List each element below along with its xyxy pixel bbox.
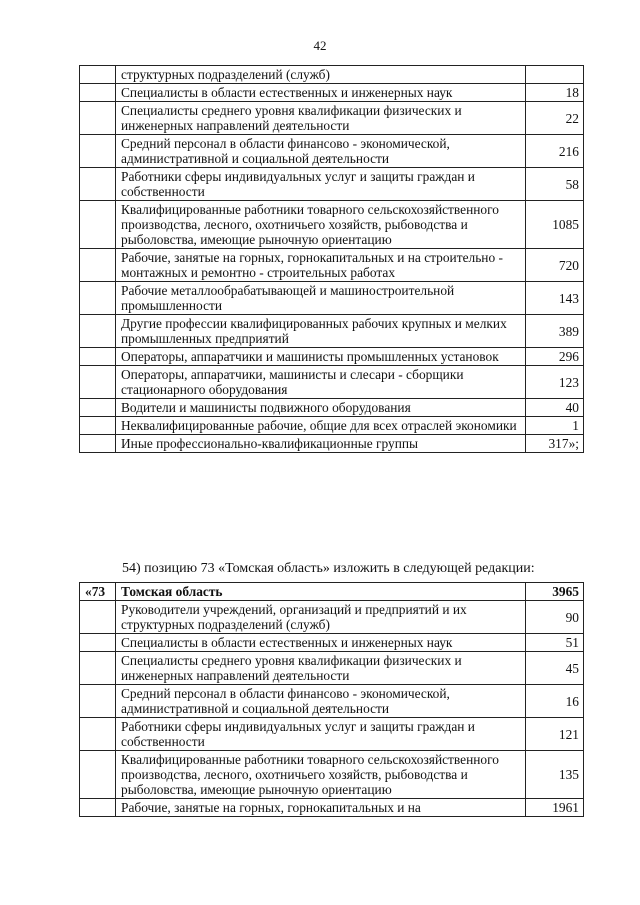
occupation-group: Операторы, аппаратчики, машинисты и слесари - сборщики стационарного оборудования: [116, 366, 526, 399]
table-row: [80, 366, 584, 399]
quota-value: 1085: [526, 201, 584, 249]
quota-value: 317»;: [526, 435, 584, 453]
table-row: [80, 799, 584, 817]
occupation-group: Средний персонал в области финансово - экономической, административной и социальной деятельности: [116, 685, 526, 718]
table-row: [80, 282, 584, 315]
quota-value: 40: [526, 399, 584, 417]
occupation-group: Иные профессионально-квалификационные группы: [116, 435, 526, 453]
occupation-group: Неквалифицированные рабочие, общие для всех отраслей экономики: [116, 417, 526, 435]
row-number: [80, 282, 116, 315]
table-row: [80, 652, 584, 685]
occupation-group: Средний персонал в области финансово - экономической, административной и социальной деятельности: [116, 135, 526, 168]
quota-value: 16: [526, 685, 584, 718]
row-number: [80, 201, 116, 249]
quota-value: 58: [526, 168, 584, 201]
occupation-table-continued: [79, 65, 584, 453]
row-number: [80, 435, 116, 453]
quota-value: [526, 66, 584, 84]
quota-value: 143: [526, 282, 584, 315]
row-number: [80, 634, 116, 652]
quota-value: 90: [526, 601, 584, 634]
quota-value: 1: [526, 417, 584, 435]
occupation-group: Рабочие, занятые на горных, горнокапитальных и на: [116, 799, 526, 817]
occupation-group: Рабочие, занятые на горных, горнокапитальных и на строительно - монтажных и ремонтно - строительных работах: [116, 249, 526, 282]
row-number: [80, 66, 116, 84]
table-row: [80, 135, 584, 168]
row-number: [80, 84, 116, 102]
table-row: [80, 249, 584, 282]
row-number: [80, 315, 116, 348]
row-number: [80, 799, 116, 817]
quota-value: 1961: [526, 799, 584, 817]
occupation-group: Операторы, аппаратчики и машинисты промышленных установок: [116, 348, 526, 366]
quota-value: 45: [526, 652, 584, 685]
table-row: [80, 84, 584, 102]
table-row: [80, 751, 584, 799]
row-number: [80, 249, 116, 282]
table-row: [80, 348, 584, 366]
region-name: Томская область: [116, 583, 526, 601]
row-number: [80, 366, 116, 399]
occupation-group: Квалифицированные работники товарного сельскохозяйственного производства, лесного, охотничьего хозяйств, рыбоводства и рыболовства, имеющие рыночную ориентацию: [116, 751, 526, 799]
occupation-group: структурных подразделений (служб): [116, 66, 526, 84]
table-row: [80, 685, 584, 718]
quota-value: 135: [526, 751, 584, 799]
amendment-intro: 54) позицию 73 «Томская область» изложить в следующей редакции:: [122, 561, 535, 576]
row-number: [80, 417, 116, 435]
occupation-group: Работники сферы индивидуальных услуг и защиты граждан и собственности: [116, 718, 526, 751]
table-row: [80, 315, 584, 348]
quota-value: 123: [526, 366, 584, 399]
row-number: [80, 399, 116, 417]
quota-value: 22: [526, 102, 584, 135]
quota-value: 720: [526, 249, 584, 282]
row-number: [80, 135, 116, 168]
row-number: [80, 102, 116, 135]
occupation-group: Работники сферы индивидуальных услуг и защиты граждан и собственности: [116, 168, 526, 201]
occupation-group: Водители и машинисты подвижного оборудования: [116, 399, 526, 417]
quota-value: 18: [526, 84, 584, 102]
row-number: [80, 601, 116, 634]
row-number: [80, 718, 116, 751]
table-row: [80, 718, 584, 751]
table-row: [80, 417, 584, 435]
occupation-group: Другие профессии квалифицированных рабочих крупных и мелких промышленных предприятий: [116, 315, 526, 348]
table-row: [80, 601, 584, 634]
table-row: [80, 399, 584, 417]
occupation-group: Квалифицированные работники товарного сельскохозяйственного производства, лесного, охотничьего хозяйств, рыбоводства и рыболовства, имеющие рыночную ориентацию: [116, 201, 526, 249]
table-row: [80, 168, 584, 201]
table-row: [80, 102, 584, 135]
row-number: [80, 168, 116, 201]
occupation-group: Специалисты среднего уровня квалификации физических и инженерных направлений деятельности: [116, 102, 526, 135]
quota-value: 216: [526, 135, 584, 168]
occupation-group: Специалисты в области естественных и инженерных наук: [116, 634, 526, 652]
region-total: 3965: [526, 583, 584, 601]
region-number: «73: [80, 583, 116, 601]
row-number: [80, 348, 116, 366]
occupation-group: Руководители учреждений, организаций и предприятий и их структурных подразделений (служб): [116, 601, 526, 634]
occupation-group: Специалисты в области естественных и инженерных наук: [116, 84, 526, 102]
row-number: [80, 751, 116, 799]
row-number: [80, 652, 116, 685]
quota-value: 121: [526, 718, 584, 751]
quota-value: 389: [526, 315, 584, 348]
table-row: [80, 201, 584, 249]
quota-value: 51: [526, 634, 584, 652]
occupation-group: Специалисты среднего уровня квалификации физических и инженерных направлений деятельности: [116, 652, 526, 685]
quota-value: 296: [526, 348, 584, 366]
table-row: [80, 634, 584, 652]
table-row: [80, 435, 584, 453]
occupation-group: Рабочие металлообрабатывающей и машиностроительной промышленности: [116, 282, 526, 315]
region-heading-row: [80, 583, 584, 601]
tomsk-region-table: [79, 582, 584, 817]
page-number: 42: [313, 38, 327, 53]
table-row: [80, 66, 584, 84]
row-number: [80, 685, 116, 718]
